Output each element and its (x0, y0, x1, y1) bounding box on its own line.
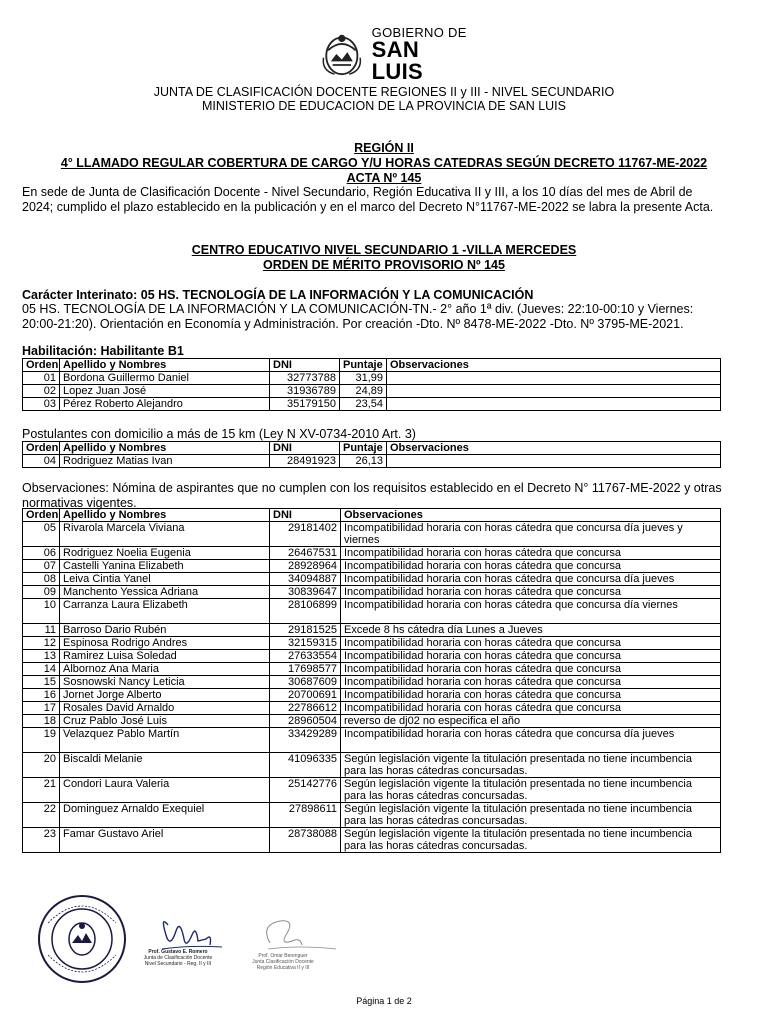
col-obs: Observaciones (341, 509, 721, 522)
orden-cell: 22 (23, 803, 60, 828)
dni-cell: 35179150 (270, 398, 340, 411)
obs-cell: Incompatibilidad horaria con horas cátedra que concursa día jueves (341, 728, 721, 753)
name-cell: Pérez Roberto Alejandro (60, 398, 270, 411)
name-cell: Velazquez Pablo Martín (60, 728, 270, 753)
dni-cell: 25142776 (270, 778, 341, 803)
orden-cell: 12 (23, 637, 60, 650)
centro-title: CENTRO EDUCATIVO NIVEL SECUNDARIO 1 -VILLA MERCEDES (191, 243, 577, 257)
name-cell: Rodriguez Matias Ivan (60, 455, 270, 468)
name-cell: Bordona Guillermo Daniel (60, 372, 270, 385)
habilitacion-table (22, 358, 721, 411)
obs-cell: Según legislación vigente la titulación presentada no tiene incumbencia para las horas cátedras concursadas. (341, 828, 721, 853)
table-row (23, 560, 721, 573)
gobierno-san-luis-logo (318, 24, 468, 84)
obs-cell (387, 372, 721, 385)
puntaje-cell: 24,89 (340, 385, 387, 398)
orden-cell: 15 (23, 676, 60, 689)
obs-cell: Incompatibilidad horaria con horas cátedra que concursa día jueves y viernes (341, 522, 721, 547)
name-cell: Castelli Yanina Elizabeth (60, 560, 270, 573)
orden-cell: 08 (23, 573, 60, 586)
dni-cell: 31936789 (270, 385, 340, 398)
postulantes-table (22, 441, 721, 468)
puntaje-cell: 26,13 (340, 455, 387, 468)
dni-cell: 28738088 (270, 828, 341, 853)
acta-title: ACTA Nº 145 (346, 171, 422, 185)
name-cell: Biscaldi Melanie (60, 753, 270, 778)
table-row (23, 778, 721, 803)
region-title: REGIÓN II (354, 141, 414, 155)
name-cell: Dominguez Arnaldo Exequiel (60, 803, 270, 828)
col-orden: Orden (23, 442, 60, 455)
obs-cell: Incompatibilidad horaria con horas cátedra que concursa día viernes (341, 599, 721, 624)
orden-cell: 04 (23, 455, 60, 468)
sig1-line1: Prof. Gustavo E. Romero (148, 949, 208, 955)
dni-cell: 17698577 (270, 663, 341, 676)
caracter-title: Carácter Interinato: 05 HS. TECNOLOGÍA DE LA INFORMACIÓN Y LA COMUNICACIÓN (22, 288, 534, 302)
orden-cell: 05 (23, 522, 60, 547)
orden-cell: 06 (23, 547, 60, 560)
obs-cell: Según legislación vigente la titulación presentada no tiene incumbencia para las horas cátedras concursadas. (341, 803, 721, 828)
col-dni: DNI (270, 442, 340, 455)
obs-cell: reverso de dj02 no especifica el año (341, 715, 721, 728)
dni-cell: 30687609 (270, 676, 341, 689)
name-cell: Jornet Jorge Alberto (60, 689, 270, 702)
dni-cell: 30839647 (270, 586, 341, 599)
logo-line1: GOBIERNO DE (371, 24, 467, 40)
orden-cell: 01 (23, 372, 60, 385)
name-cell: Manchento Yessica Adriana (60, 586, 270, 599)
sig1-line2: Junta de Clasificación Docente (143, 955, 213, 961)
table-row (23, 637, 721, 650)
obs-cell: Incompatibilidad horaria con horas cátedra que concursa día jueves (341, 573, 721, 586)
obs-cell: Incompatibilidad horaria con horas cátedra que concursa (341, 560, 721, 573)
dni-cell: 27633554 (270, 650, 341, 663)
table-row (23, 586, 721, 599)
obs-cell: Incompatibilidad horaria con horas cátedra que concursa (341, 702, 721, 715)
table-row (23, 676, 721, 689)
dni-cell: 34094887 (270, 573, 341, 586)
col-name: Apellido y Nombres (60, 442, 270, 455)
page-number: Página 1 de 2 (356, 996, 412, 1006)
table-row (23, 573, 721, 586)
dni-cell: 29181402 (270, 522, 341, 547)
name-cell: Famar Gustavo Ariel (60, 828, 270, 853)
orden-cell: 13 (23, 650, 60, 663)
obs-cell (387, 385, 721, 398)
puntaje-cell: 31,99 (340, 372, 387, 385)
llamado-title: 4° LLAMADO REGULAR COBERTURA DE CARGO Y/U HORAS CATEDRAS SEGÚN DECRETO 11767-ME-2022 (60, 156, 708, 170)
dni-cell: 27898611 (270, 803, 341, 828)
orden-cell: 16 (23, 689, 60, 702)
table-row (23, 599, 721, 624)
obs-cell: Según legislación vigente la titulación presentada no tiene incumbencia para las horas cátedras concursadas. (341, 778, 721, 803)
name-cell: Rivarola Marcela Viviana (60, 522, 270, 547)
table-row (23, 398, 721, 411)
table-row (23, 522, 721, 547)
orden-cell: 07 (23, 560, 60, 573)
name-cell: Barroso Dario Rubén (60, 624, 270, 637)
obs-cell: Según legislación vigente la titulación presentada no tiene incumbencia para las horas cátedras concursadas. (341, 753, 721, 778)
dni-cell: 22786612 (270, 702, 341, 715)
table-row (23, 455, 721, 468)
coat-of-arms-icon (318, 28, 366, 80)
dni-cell: 32773788 (270, 372, 340, 385)
sig2-line1: Prof. Omar Berenguer (258, 953, 308, 959)
orden-cell: 09 (23, 586, 60, 599)
header-ministerio: MINISTERIO DE EDUCACION DE LA PROVINCIA DE SAN LUIS (202, 99, 566, 113)
orden-cell: 17 (23, 702, 60, 715)
orden-cell: 11 (23, 624, 60, 637)
observaciones-table (22, 508, 721, 853)
col-orden: Orden (23, 509, 60, 522)
name-cell: Lopez Juan José (60, 385, 270, 398)
dni-cell: 33429289 (270, 728, 341, 753)
obs-cell (387, 398, 721, 411)
orden-cell: 10 (23, 599, 60, 624)
table-row (23, 803, 721, 828)
header-junta: JUNTA DE CLASIFICACIÓN DOCENTE REGIONES II y III - NIVEL SECUNDARIO (153, 85, 615, 99)
table-row (23, 650, 721, 663)
caracter-detail: 05 HS. TECNOLOGÍA DE LA INFORMACIÓN Y LA COMUNICACIÓN-TN.- 2° año 1ª div. (Jueves: 22:10-00:10 y Viernes: 20:00-21:20). Orientación en Economía y Administración. Por creación -Dto. Nº 8478-ME-2022 -Dto. Nº 3795-ME-2021. (22, 302, 694, 331)
col-orden: Orden (23, 359, 60, 372)
name-cell: Leiva Cintia Yanel (60, 573, 270, 586)
table-row (23, 689, 721, 702)
sig2-line3: Región Educativa II y III (256, 965, 310, 971)
orden-cell: 23 (23, 828, 60, 853)
col-obs: Observaciones (387, 359, 721, 372)
obs-cell (387, 455, 721, 468)
sig1-line3: Nivel Secundario - Reg. II y III (144, 961, 212, 967)
postulantes-title: Postulantes con domicilio a más de 15 km (Ley N XV-0734-2010 Art. 3) (22, 427, 416, 441)
table-header-row (23, 442, 721, 455)
signature-berenguer (240, 905, 360, 985)
obs-cell: Incompatibilidad horaria con horas cátedra que concursa (341, 586, 721, 599)
dni-cell: 29181525 (270, 624, 341, 637)
name-cell: Condori Laura Valeria (60, 778, 270, 803)
name-cell: Sosnowski Nancy Leticia (60, 676, 270, 689)
dni-cell: 28106899 (270, 599, 341, 624)
col-name: Apellido y Nombres (60, 509, 270, 522)
obs-cell: Incompatibilidad horaria con horas cátedra que concursa (341, 547, 721, 560)
puntaje-cell: 23,54 (340, 398, 387, 411)
table-row (23, 372, 721, 385)
name-cell: Carranza Laura Elizabeth (60, 599, 270, 624)
dni-cell: 41096335 (270, 753, 341, 778)
obs-cell: Excede 8 hs cátedra día Lunes a Jueves (341, 624, 721, 637)
intro-paragraph: En sede de Junta de Clasificación Docente - Nivel Secundario, Región Educativa II y III, a los 10 días del mes de Abril de 2024; cumplido el plazo establecido en la publicación y en el marco del Decreto N°11767-ME-2022 se labra la presente Acta. (22, 185, 714, 214)
name-cell: Ramirez Luisa Soledad (60, 650, 270, 663)
name-cell: Albornoz Ana Maria (60, 663, 270, 676)
obs-cell: Incompatibilidad horaria con horas cátedra que concursa (341, 637, 721, 650)
name-cell: Rosales David Arnaldo (60, 702, 270, 715)
table-row (23, 663, 721, 676)
table-header-row (23, 509, 721, 522)
dni-cell: 28928964 (270, 560, 341, 573)
col-name: Apellido y Nombres (60, 359, 270, 372)
table-row (23, 385, 721, 398)
obs-cell: Incompatibilidad horaria con horas cátedra que concursa (341, 676, 721, 689)
dni-cell: 32159315 (270, 637, 341, 650)
ministerio-stamp (36, 893, 128, 985)
sig2-line2: Junta Clasificación Docente (252, 959, 314, 965)
table-row (23, 702, 721, 715)
table-row (23, 728, 721, 753)
col-dni: DNI (270, 359, 340, 372)
obs-cell: Incompatibilidad horaria con horas cátedra que concursa (341, 689, 721, 702)
table-row (23, 715, 721, 728)
logo-line2: SAN LUIS (371, 36, 423, 84)
habilitacion-title: Habilitación: Habilitante B1 (22, 344, 184, 358)
signature-romero (140, 905, 250, 985)
col-dni: DNI (270, 509, 341, 522)
col-puntaje: Puntaje (340, 442, 387, 455)
table-row (23, 547, 721, 560)
orden-cell: 19 (23, 728, 60, 753)
orden-cell: 02 (23, 385, 60, 398)
orden-cell: 21 (23, 778, 60, 803)
name-cell: Espinosa Rodrigo Andres (60, 637, 270, 650)
orden-cell: 18 (23, 715, 60, 728)
dni-cell: 28960504 (270, 715, 341, 728)
orden-cell: 20 (23, 753, 60, 778)
dni-cell: 26467531 (270, 547, 341, 560)
col-puntaje: Puntaje (340, 359, 387, 372)
table-header-row (23, 359, 721, 372)
table-row (23, 828, 721, 853)
dni-cell: 20700691 (270, 689, 341, 702)
orden-merito-title: ORDEN DE MÉRITO PROVISORIO Nº 145 (263, 258, 505, 272)
obs-cell: Incompatibilidad horaria con horas cátedra que concursa (341, 663, 721, 676)
dni-cell: 28491923 (270, 455, 340, 468)
table-row (23, 624, 721, 637)
obs-cell: Incompatibilidad horaria con horas cátedra que concursa (341, 650, 721, 663)
orden-cell: 14 (23, 663, 60, 676)
table-row (23, 753, 721, 778)
name-cell: Rodriguez Noelia Eugenia (60, 547, 270, 560)
col-obs: Observaciones (387, 442, 721, 455)
orden-cell: 03 (23, 398, 60, 411)
observaciones-title: Observaciones: Nómina de aspirantes que no cumplen con los requisitos establecido en el Decreto N° 11767-ME-2022 y otras normativas vigentes. (22, 481, 722, 510)
name-cell: Cruz Pablo José Luis (60, 715, 270, 728)
